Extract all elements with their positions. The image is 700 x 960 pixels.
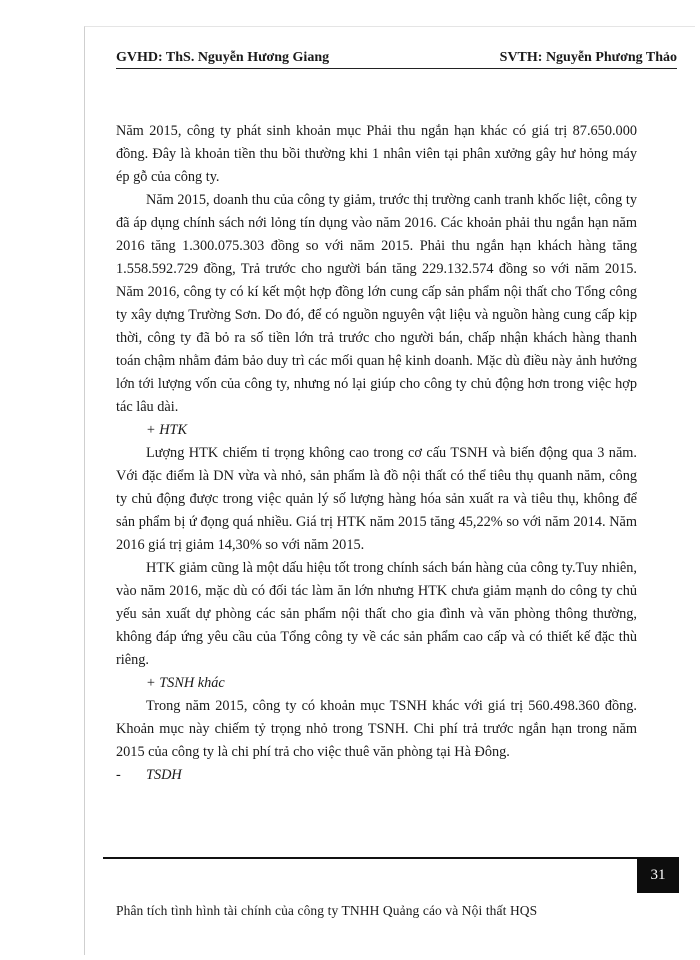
header-student: SVTH: Nguyễn Phương Thảo: [499, 50, 677, 65]
header-supervisor: GVHD: ThS. Nguyễn Hương Giang: [116, 50, 330, 65]
heading-tsdh-label: TSDH: [146, 767, 182, 783]
heading-htk: + HTK: [146, 422, 188, 438]
page-number: 31: [637, 857, 679, 893]
page-content: [116, 120, 637, 787]
footer-title: Phân tích tình hình tài chính của công ty TNHH Quảng cáo và Nội thất HQS: [116, 903, 538, 918]
paragraph-htk-volume: Lượng HTK chiếm tỉ trọng không cao trong cơ cấu TSNH và biến động qua 3 năm. Với đặc điểm là DN vừa và nhỏ, sản phẩm là đồ nội thất có thể tiêu thụ quanh năm, công ty chủ động được trong việc quản lý số lượng hàng hóa sản xuất ra và tiêu thụ, không để sản phẩm bị ứ đọng quá nhiều. Giá trị HTK năm 2015 tăng 45,22% so với năm 2014. Năm 2016 giá trị giảm 14,30% so với năm 2015.: [116, 445, 637, 553]
list-dash: -: [116, 767, 121, 783]
page-header: [116, 42, 677, 69]
paragraph-htk-decrease: HTK giảm cũng là một dấu hiệu tốt trong chính sách bán hàng của công ty.Tuy nhiên, vào năm 2016, mặc dù có đối tác làm ăn lớn nhưng HTK chưa giảm mạnh do công ty chủ yếu sản xuất dự phòng các sản phẩm nội thất cho gia đình và văn phòng thông thường, không đáp ứng yêu cầu của Tổng công ty về các sản phẩm cao cấp và có thiết kế đặc thù riêng.: [116, 560, 637, 668]
paragraph-other-receivables: Năm 2015, công ty phát sinh khoản mục Phải thu ngắn hạn khác có giá trị 87.650.000 đồng. Đây là khoản tiền thu bồi thường khi 1 nhân viên tại phân xưởng gây hư hỏng máy ép gỗ của công ty.: [116, 123, 637, 185]
paragraph-credit-policy: Năm 2015, doanh thu của công ty giảm, trước thị trường canh tranh khốc liệt, công ty đã áp dụng chính sách nới lỏng tín dụng vào năm 2016. Các khoản phải thu ngắn hạn năm 2016 tăng 1.300.075.303 đồng so với năm 2015. Phải thu ngắn hạn khách hàng tăng 1.558.592.729 đồng, Trả trước cho người bán tăng 229.132.574 đồng so với năm 2015. Năm 2016, công ty có kí kết một hợp đồng lớn cung cấp sản phẩm nội thất cho Tổng công ty xây dựng Trường Sơn. Do đó, để có nguồn nguyên vật liệu và nguồn hàng cung cấp kịp thời, công ty đã bỏ ra số tiền lớn trả trước cho người bán, chấp nhận khách hàng thanh toán chậm nhằm đảm bảo duy trì các mối quan hệ kinh doanh. Mặc dù điều này ảnh hưởng lớn tới lượng vốn của công ty, nhưng nó lại giúp cho công ty chủ động hơn trong việc hợp tác lâu dài.: [116, 192, 637, 415]
heading-tsnh-other: + TSNH khác: [146, 675, 225, 691]
paragraph-tsnh-other: Trong năm 2015, công ty có khoản mục TSNH khác với giá trị 560.498.360 đồng. Khoản mục này chiếm tỷ trọng nhỏ trong TSNH. Chi phí trả trước ngắn hạn trong năm 2015 của công ty là chi phí trả cho việc thuê văn phòng tại Hà Đông.: [116, 698, 637, 760]
footer-divider: [103, 857, 638, 859]
heading-tsdh: [116, 764, 637, 787]
